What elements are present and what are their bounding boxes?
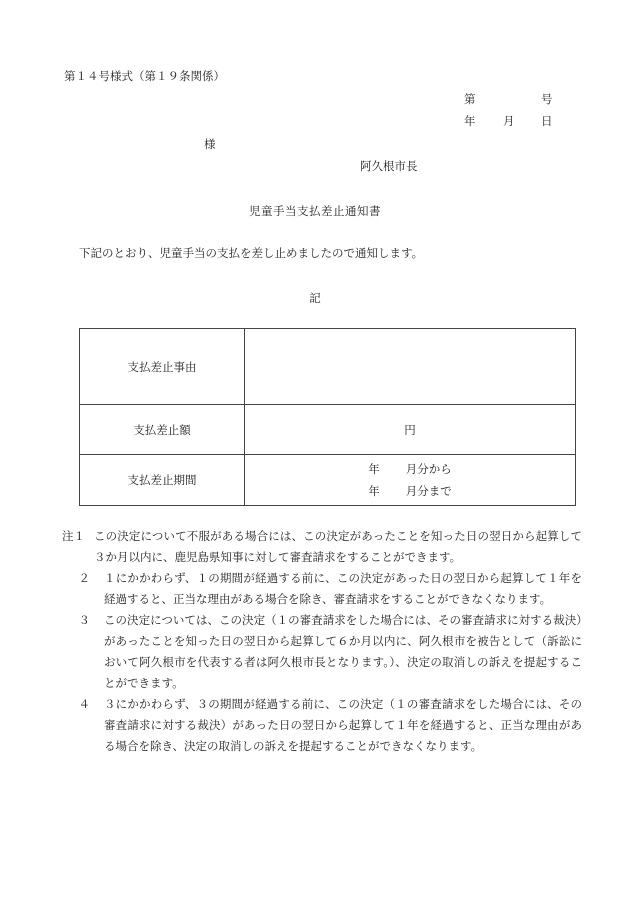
note-text: １にかかわらず、１の期間が経過する前に、この決定があった日の翌日から起算して１年を経過すると、正当な理由がある場合を除き、審査請求をすることができなくなります。: [104, 571, 582, 606]
form-number: 第１４号様式（第１９条関係）: [64, 69, 225, 83]
period-from-year: 年: [368, 462, 380, 476]
table-row: [80, 405, 576, 455]
period-to-year: 年: [368, 484, 380, 498]
date-day: 日: [541, 114, 553, 128]
doc-number-prefix: 第: [464, 92, 476, 106]
date-month: 月: [503, 114, 515, 128]
date-year: 年: [464, 114, 476, 128]
note-text: ３にかかわらず、３の期間が経過する前に、この決定（１の審査請求をした場合には、その審査請求に対する裁決）があった日の翌日から起算して１年を経過すると、正当な理由がある場合を除き、決定の取消しの訴えを提起することができなくなります。: [104, 697, 582, 753]
intro-text: 下記のとおり、児童手当の支払を差し止めましたので通知します。: [79, 246, 424, 260]
amount-label: 支払差止額: [80, 405, 245, 455]
period-from: [245, 458, 575, 480]
note-item: [62, 568, 582, 610]
period-to: [245, 480, 575, 502]
note-text: この決定について不服がある場合には、この決定があったことを知った日の翌日から起算して３か月以内に、鹿児島県知事に対して審査請求をすることができます。: [94, 529, 582, 564]
note-label: 注１: [62, 529, 85, 543]
reason-value: [245, 329, 576, 405]
note-label: ３: [78, 613, 90, 627]
note-item: [62, 610, 582, 694]
note-item: [62, 694, 582, 757]
note-label: ４: [78, 697, 90, 711]
notes-section: [62, 526, 582, 757]
amount-value: 円: [245, 405, 576, 455]
table-row: [80, 455, 576, 506]
table-row: [80, 329, 576, 405]
reason-label: 支払差止事由: [80, 329, 245, 405]
period-from-month: 月分から: [405, 462, 452, 476]
issuer: 阿久根市長: [360, 159, 418, 173]
details-table: [79, 328, 576, 506]
period-label: 支払差止期間: [80, 455, 245, 506]
period-value: [245, 455, 576, 506]
note-label: ２: [78, 571, 90, 585]
document-title: 児童手当支払差止通知書: [249, 204, 381, 218]
period-to-month: 月分まで: [405, 484, 452, 498]
doc-number-suffix: 号: [541, 92, 553, 106]
recipient-suffix: 様: [204, 137, 216, 151]
ki-heading: 記: [309, 291, 321, 305]
note-text: この決定については、この決定（１の審査請求をした場合には、その審査請求に対する裁決）があったことを知った日の翌日から起算して６か月以内に、阿久根市を被告として（訴訟において阿久根市を代表する者は阿久根市長となります。）、決定の取消しの訴えを提起することができます。: [104, 613, 582, 690]
note-item: [62, 526, 582, 568]
